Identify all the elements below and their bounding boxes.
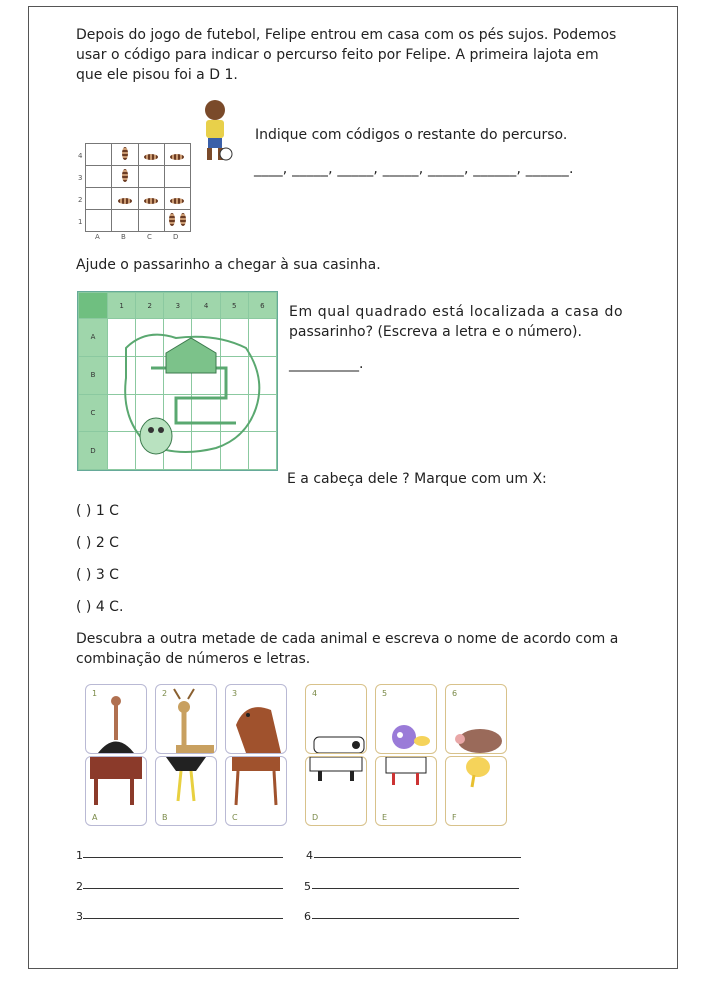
fp-col-label: B [121, 233, 126, 241]
exercise1-instruction: Indique com códigos o restante do percurso. [255, 127, 568, 143]
animal-card-top [85, 684, 147, 754]
answer-label-4: 4 [306, 849, 313, 862]
card-number: 6 [452, 689, 458, 698]
horse-body-icon [86, 757, 146, 807]
animal-card-top [155, 684, 217, 754]
card-letter: D [312, 813, 319, 822]
bird-row-label: D [79, 432, 108, 470]
bee-body-icon [446, 757, 506, 807]
fp-row-label: 4 [78, 152, 83, 160]
animal-card-top [375, 684, 437, 754]
exercise1-answer-blanks[interactable]: ____, _____, _____, _____, _____, ______, ______. [254, 161, 574, 177]
fp-col-label: C [147, 233, 152, 241]
option-3c[interactable]: ( ) 3 C [76, 567, 119, 583]
bird-col-label: 1 [108, 293, 136, 319]
fp-col-label: D [173, 233, 179, 241]
card-number: 2 [162, 689, 168, 698]
animal-card-bottom [155, 756, 217, 826]
card-letter: F [452, 813, 457, 822]
animal-card-bottom [445, 756, 507, 826]
footprint-grid [85, 143, 191, 231]
maze-illustration [106, 318, 276, 468]
card-letter: C [232, 813, 238, 822]
bird-col-label: 3 [164, 293, 192, 319]
exercise2-question-line-1: Em qual quadrado está localizada a casa do [289, 304, 624, 320]
option-2c[interactable]: ( ) 2 C [76, 535, 119, 551]
option-1c[interactable]: ( ) 1 C [76, 503, 119, 519]
card-letter: A [92, 813, 98, 822]
cow-body-icon [306, 757, 366, 807]
card-number: 1 [92, 689, 98, 698]
animal-card-top [445, 684, 507, 754]
boy-illustration [190, 96, 240, 166]
bird-row-label: B [79, 356, 108, 394]
animal-card-bottom [375, 756, 437, 826]
head-question: E a cabeça dele ? Marque com um X: [287, 471, 547, 487]
bird-row-label: A [79, 319, 108, 357]
fp-row-label: 2 [78, 196, 83, 204]
answer-line-5[interactable] [312, 888, 519, 889]
intro-line-3: que ele pisou foi a D 1. [76, 67, 238, 83]
cow-legs-icon [376, 757, 436, 807]
answer-label-2: 2 [76, 880, 83, 893]
option-4c[interactable]: ( ) 4 C. [76, 599, 124, 615]
bird-col-label: 4 [192, 293, 220, 319]
exercise2-title: Ajude o passarinho a chegar à sua casinha. [76, 257, 381, 273]
answer-line-2[interactable] [83, 888, 283, 889]
card-letter: B [162, 813, 168, 822]
answer-label-1: 1 [76, 849, 83, 862]
bird-col-label: 2 [136, 293, 164, 319]
exercise3-line-2: combinação de números e letras. [76, 651, 311, 667]
animal-card-top [305, 684, 367, 754]
answer-line-6[interactable] [312, 918, 519, 919]
answer-label-5: 5 [304, 880, 311, 893]
bird-col-label: 5 [220, 293, 248, 319]
intro-line-2: usar o código para indicar o percurso feito por Felipe. A primeira lajota em [76, 47, 599, 63]
intro-line-1: Depois do jogo de futebol, Felipe entrou em casa com os pés sujos. Podemos [76, 27, 617, 43]
card-number: 4 [312, 689, 318, 698]
answer-label-6: 6 [304, 910, 311, 923]
fp-row-label: 3 [78, 174, 83, 182]
bird-row-label: C [79, 394, 108, 432]
animal-card-top [225, 684, 287, 754]
card-number: 5 [382, 689, 388, 698]
animal-card-bottom [225, 756, 287, 826]
answer-label-3: 3 [76, 910, 83, 923]
exercise2-answer-blank[interactable]: __________. [289, 356, 364, 372]
fp-col-label: A [95, 233, 100, 241]
exercise3-line-1: Descubra a outra metade de cada animal e escreva o nome de acordo com a [76, 631, 619, 647]
exercise2-question-line-2: passarinho? (Escreva a letra e o número). [289, 324, 582, 340]
card-number: 3 [232, 689, 238, 698]
answer-line-1[interactable] [83, 857, 283, 858]
ostrich-legs-icon [156, 757, 216, 807]
answer-line-3[interactable] [83, 918, 283, 919]
bird-col-label: 6 [248, 293, 276, 319]
deer-legs-icon [226, 757, 286, 807]
answer-line-4[interactable] [314, 857, 521, 858]
animal-card-bottom [305, 756, 367, 826]
fp-row-label: 1 [78, 218, 83, 226]
animal-card-bottom [85, 756, 147, 826]
card-letter: E [382, 813, 388, 822]
